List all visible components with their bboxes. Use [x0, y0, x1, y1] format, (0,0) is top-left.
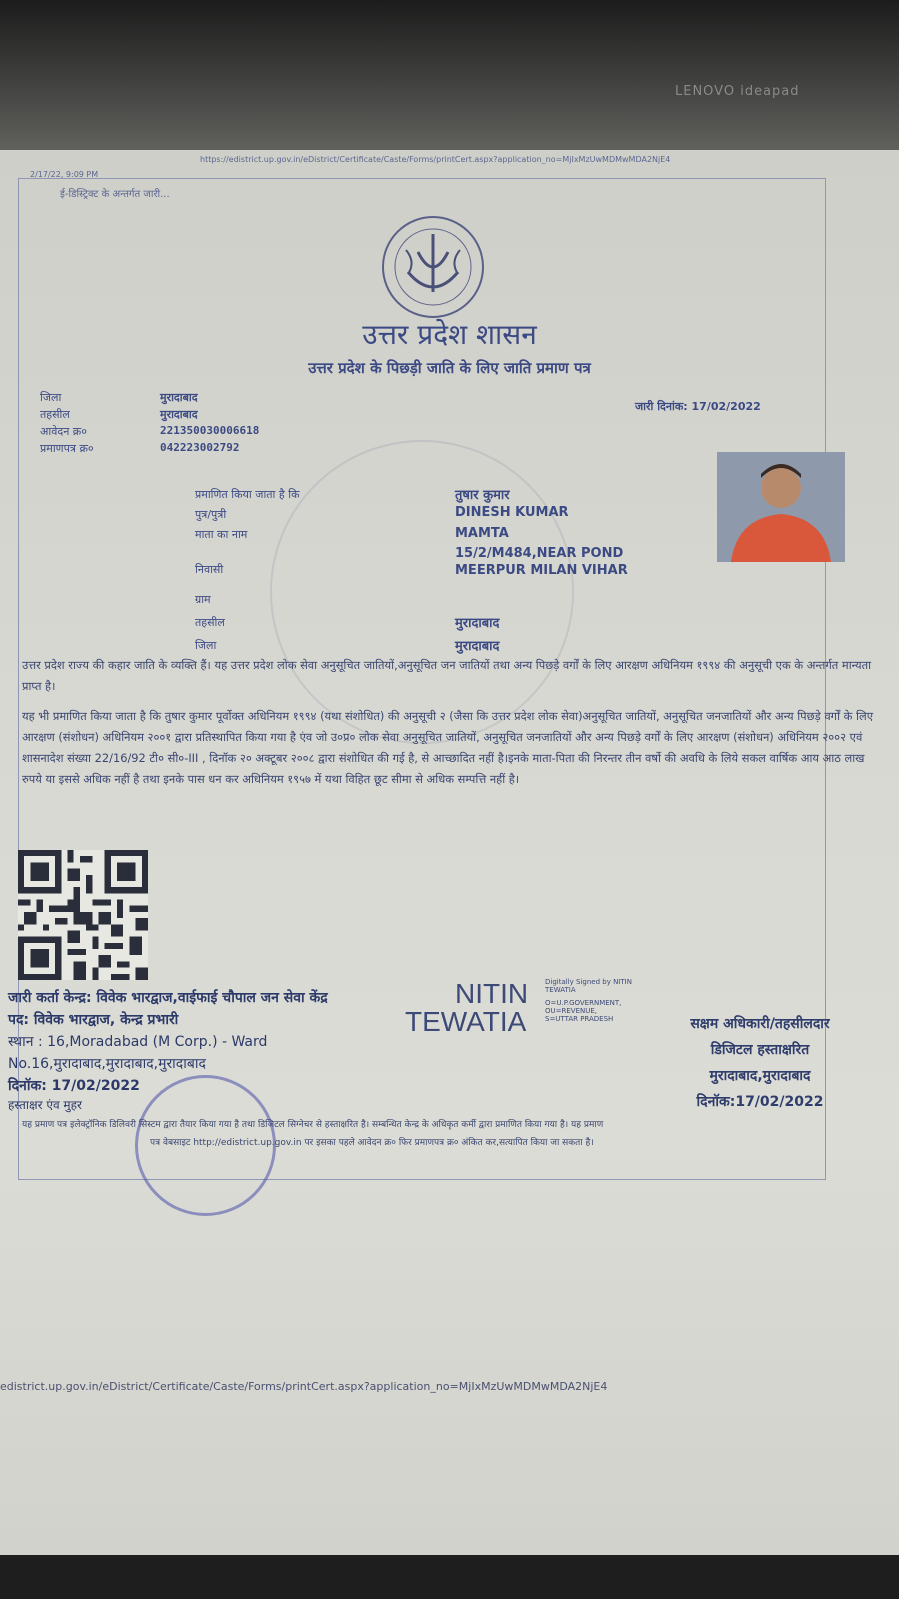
parent-label: पुत्र/पुत्री: [195, 508, 227, 521]
laptop-brand: LENOVO ideapad: [675, 84, 800, 99]
tehsil-value-2: मुरादाबाद: [455, 616, 500, 631]
issuing-center: जारी कर्ता केन्द्र: विवेक भारद्वाज,वाईफाई चौपाल जन सेवा केंद्र: [8, 990, 328, 1006]
resident-label: निवासी: [195, 563, 224, 576]
applicant-name: तुषार कुमार: [455, 488, 510, 503]
income-paragraph: यह भी प्रमाणित किया जाता है कि तुषार कुमार पूर्वोक्त अधिनियम १९९४ (यथा संशोधित) की अनुसूची २ (जैसा कि उत्तर प्रदेश लोक सेवा)अनुसूचित जातियों, अनुसूचित जनजातियों और अन्य पिछड़े वर्गों के लिए आरक्षण (संशोधन) अधिनियम २००१ द्वारा प्रतिस्थापित किया गया है एंव जो उ०प्र० लोक सेवा अनुसूचित जातियों, अनुसूचित जनजातियों और अन्य पिछड़े वर्गों के लिए आरक्षण (संशोधन) अधिनियम २००२ एवं शासनादेश संख्या 22/16/92 टी० सी०-III , दिनॉक २० अक्टूबर २००८ द्वारा संशोधित की गई है, से आच्छादित नहीं है।इनके माता-पिता की निरन्तर तीन वर्षो की अवधि के लिये सकल वार्षिक आय आठ लाख रुपये या इससे अधिक नहीं है तथा इनके पास धन कर अधिनियम १९५७ में यथा विहित छूट सीमा से अधिक सम्पत्ति नहीं है।: [22, 709, 874, 786]
issuer-date: दिनॉक: 17/02/2022: [8, 1078, 140, 1094]
tehsil-label: तहसील: [40, 408, 70, 421]
tehsil-label-2: तहसील: [195, 616, 225, 629]
signature-last-name: TEWATIA: [405, 1006, 527, 1037]
mother-label: माता का नाम: [195, 528, 248, 541]
print-url-footer: edistrict.up.gov.in/eDistrict/Certificate/Caste/Forms/printCert.aspx?application_no=MjIxMzUwMDMwMDA2NjE4: [0, 1380, 608, 1393]
village-label: ग्राम: [195, 593, 211, 606]
sign-and-seal-label: हस्ताक्षर एंव मुहर: [8, 1098, 82, 1112]
application-number: 221350030006618: [160, 424, 260, 437]
up-emblem-icon: [378, 212, 488, 322]
signature-meta-3: OU=REVENUE,: [545, 1007, 598, 1015]
authority-title: सक्षम अधिकारी/तहसीलदार: [690, 1016, 830, 1032]
district-label: जिला: [40, 391, 62, 404]
issue-date: जारी दिनांक: 17/02/2022: [635, 400, 761, 413]
title: उत्तर प्रदेश शासन: [362, 318, 537, 351]
signature-meta-1: Digitally Signed by NITIN TEWATIA: [545, 978, 632, 994]
signature-meta-4: S=UTTAR PRADESH: [545, 1015, 614, 1023]
issuer-post: पद: विवेक भारद्वाज, केन्द्र प्रभारी: [8, 1012, 179, 1028]
certificate-number: 042223002792: [160, 441, 240, 454]
father-name: DINESH KUMAR: [455, 505, 569, 520]
certify-label: प्रमाणित किया जाता है कि: [195, 488, 300, 501]
address-value: 15/2/M484,NEAR POND MEERPUR MILAN VIHAR: [455, 546, 628, 578]
district-value-2: मुरादाबाद: [455, 639, 500, 654]
tehsil-value: मुरादाबाद: [160, 408, 198, 421]
district-value: मुरादाबाद: [160, 391, 198, 404]
edistrict-note: ई-डिस्ट्रिक्ट के अन्तर्गत जारी...: [60, 189, 170, 200]
print-url-header: https://edistrict.up.gov.in/eDistrict/Certificate/Caste/Forms/printCert.aspx?application_no=MjIxMzUwMDMwMDA2NjE4: [200, 155, 671, 164]
district-label-2: जिला: [195, 639, 217, 652]
issuer-place-1: स्थान : 16,Moradabad (M Corp.) - Ward: [8, 1034, 268, 1050]
signature-meta-2: O=U.P.GOVERNMENT,: [545, 999, 622, 1007]
print-datetime: 2/17/22, 9:09 PM: [30, 170, 99, 179]
mother-name: MAMTA: [455, 526, 509, 541]
certificate-label: प्रमाणपत्र क्र०: [40, 442, 94, 455]
authority-date: दिनॉक:17/02/2022: [696, 1094, 824, 1110]
qr-code-icon: [18, 850, 148, 980]
background-bottom: [0, 1555, 899, 1599]
certificate-paper: [0, 150, 899, 1558]
watermark-seal: [270, 440, 574, 744]
authority-place: मुरादाबाद,मुरादाबाद: [709, 1068, 811, 1084]
issuer-place-2: No.16,मुरादाबाद,मुरादाबाद,मुरादाबाद: [8, 1056, 206, 1072]
authority-digital: डिजिटल हस्ताक्षरित: [710, 1042, 810, 1058]
application-label: आवेदन क्र०: [40, 425, 87, 438]
footer-note-1: यह प्रमाण पत्र इलेक्ट्रॉनिक डिलिवरी सिस्टम द्वारा तैयार किया गया है तथा डिजिटल सिग्नेचर से हस्ताक्षरित है। सम्बन्धित केन्द्र के अधिकृत कर्मी द्वारा प्रमाणित किया गया है। यह प्रमाण: [22, 1120, 604, 1130]
caste-paragraph: उत्तर प्रदेश राज्य की कहार जाति के व्यक्ति हैं। यह उत्तर प्रदेश लोक सेवा अनुसूचित जातियों,अनुसूचित जन जातियों तथा अन्य पिछड़े वर्गों के लिए आरक्षण अधिनियम १९९४ की अनुसूची एक के अन्तर्गत मान्यता प्राप्त है।: [22, 658, 872, 693]
subtitle: उत्तर प्रदेश के पिछड़ी जाति के लिए जाति प्रमाण पत्र: [308, 359, 591, 377]
signature-first-name: NITIN: [455, 978, 529, 1009]
footer-note-2: पत्र वेबसाइट http://edistrict.up.gov.in पर इसका पहले आवेदन क्र० फिर प्रमाणपत्र क्र० अंकित कर,सत्यापित किया जा सकता है।: [150, 1138, 594, 1148]
applicant-photo: [717, 452, 845, 562]
